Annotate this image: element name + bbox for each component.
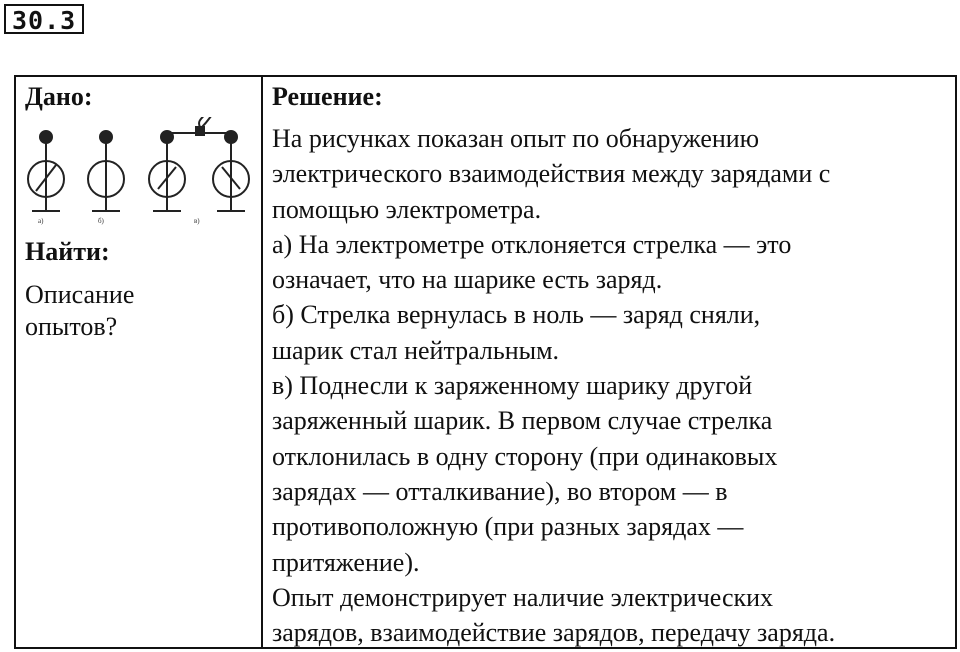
solution-line: На рисунках показан опыт по обнаружению	[272, 124, 760, 153]
solution-line: зарядах — отталкивание), во втором — в	[272, 476, 728, 506]
figure-label-c: в)	[194, 217, 200, 225]
solution-line: отклонилась в одну сторону (при одинаковых	[272, 441, 778, 471]
solution-table	[14, 75, 957, 649]
solution-line: в) Поднесли к заряженному шарику другой	[272, 371, 753, 401]
solution-column	[263, 77, 955, 647]
solution-line: противоположную (при разных зарядах —	[272, 512, 744, 542]
given-column	[16, 77, 263, 647]
solution-line: притяжение).	[272, 547, 420, 577]
solution-line: помощью электрометра.	[272, 194, 542, 224]
solution-text	[272, 121, 952, 650]
solution-line: б) Стрелка вернулась в ноль — заряд сняли,	[272, 300, 761, 330]
find-text	[25, 279, 255, 343]
solution-line: зарядов, взаимодействие зарядов, передачу заряда.	[272, 618, 836, 648]
solution-line: электрического взаимодействия между зарядами с	[272, 159, 831, 189]
solution-line: а) На электрометре отклоняется стрелка — это	[272, 229, 792, 259]
find-heading: Найти:	[25, 237, 110, 266]
solution-line: шарик стал нейтральным.	[272, 335, 560, 365]
electrometer-c2	[213, 131, 249, 211]
solution-heading: Решение:	[272, 82, 383, 111]
given-heading: Дано:	[25, 82, 93, 111]
conductor-rod	[162, 117, 236, 135]
electrometer-b	[88, 131, 124, 211]
find-line: опытов?	[25, 312, 118, 341]
solution-line: Опыт демонстрирует наличие электрических	[272, 582, 774, 612]
solution-line: заряженный шарик. В первом случае стрелка	[272, 406, 773, 436]
figure-label-a: а)	[38, 217, 44, 225]
electrometer-c1	[149, 131, 185, 211]
find-line: Описание	[25, 280, 135, 309]
electrometer-experiment-figure	[24, 117, 254, 227]
solution-line: означает, что на шарике есть заряд.	[272, 265, 663, 295]
problem-number: 30.3	[4, 4, 84, 34]
figure-label-b: б)	[98, 217, 104, 225]
electrometer-a	[28, 131, 64, 211]
